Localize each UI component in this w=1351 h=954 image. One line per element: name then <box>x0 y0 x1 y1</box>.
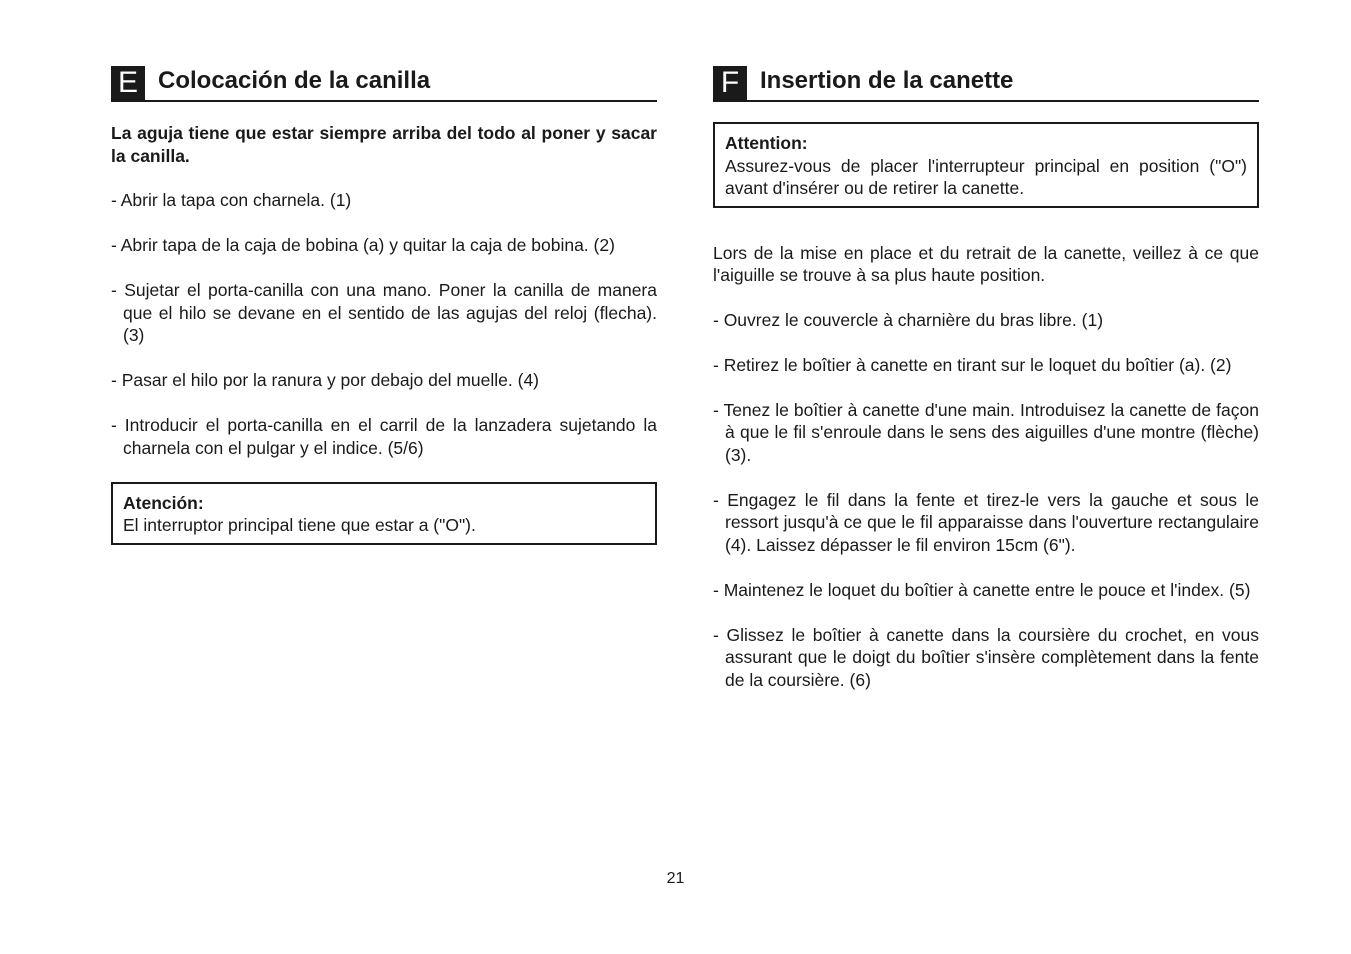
section-title: Insertion de la canette <box>760 67 1014 94</box>
language-badge: F <box>713 66 747 100</box>
step-item: - Engagez le fil dans la fente et tirez-le vers la gauche et sous le ressort jusqu'à ce que le fil apparaisse dans l'ouverture rectangulaire (4). Laissez dépasser le fil environ 15cm (6"). <box>713 489 1259 555</box>
section-header <box>713 64 1259 102</box>
language-badge: E <box>111 66 145 100</box>
section-header <box>111 64 657 102</box>
step-item: - Abrir la tapa con charnela. (1) <box>111 190 352 210</box>
lead-paragraph: La aguja tiene que estar siempre arriba del todo al poner y sacar la canilla. <box>111 123 657 166</box>
step-item: - Tenez le boîtier à canette d'une main. Introduisez la canette de façon à que le fil s'enroule dans le sens des aiguilles d'une montre (flèche) (3). <box>713 399 1259 465</box>
step-item: - Glissez le boîtier à canette dans la coursière du crochet, en vous assurant que le doigt du boîtier s'insère complètement dans la fente de la coursière. (6) <box>713 624 1259 690</box>
lead-paragraph: Lors de la mise en place et du retrait de la canette, veillez à ce que l'aiguille se trouve à sa plus haute position. <box>713 242 1259 285</box>
attention-box <box>111 482 657 545</box>
step-item: - Maintenez le loquet du boîtier à canette entre le pouce et l'index. (5) <box>713 579 1251 600</box>
attention-title: Atención: <box>123 492 204 513</box>
step-list <box>713 309 1259 692</box>
step-item: - Introducir el porta-canilla en el carril de la lanzadera sujetando la charnela con el pulgar y el indice. (5/6) <box>111 415 657 458</box>
step-item: - Sujetar el porta-canilla con una mano. Poner la canilla de manera que el hilo se devane en el sentido de las agujas del reloj (flecha). (3) <box>111 280 657 345</box>
attention-box <box>713 122 1259 208</box>
step-list <box>111 189 657 459</box>
section-spanish <box>111 64 657 545</box>
step-item: - Ouvrez le couvercle à charnière du bras libre. (1) <box>713 309 1104 330</box>
step-item: - Pasar el hilo por la ranura y por debajo del muelle. (4) <box>111 370 539 390</box>
attention-text: El interruptor principal tiene que estar a ("O"). <box>123 515 476 535</box>
page-number: 21 <box>666 870 685 887</box>
attention-title: Attention: <box>725 133 808 153</box>
section-french <box>713 64 1259 714</box>
step-item: - Abrir tapa de la caja de bobina (a) y quitar la caja de bobina. (2) <box>111 235 615 255</box>
step-item: - Retirez le boîtier à canette en tirant sur le loquet du boîtier (a). (2) <box>713 354 1232 375</box>
section-title: Colocación de la canilla <box>158 67 431 94</box>
attention-text: Assurez-vous de placer l'interrupteur principal en position ("O") avant d'insérer ou de retirer la canette. <box>725 155 1247 198</box>
